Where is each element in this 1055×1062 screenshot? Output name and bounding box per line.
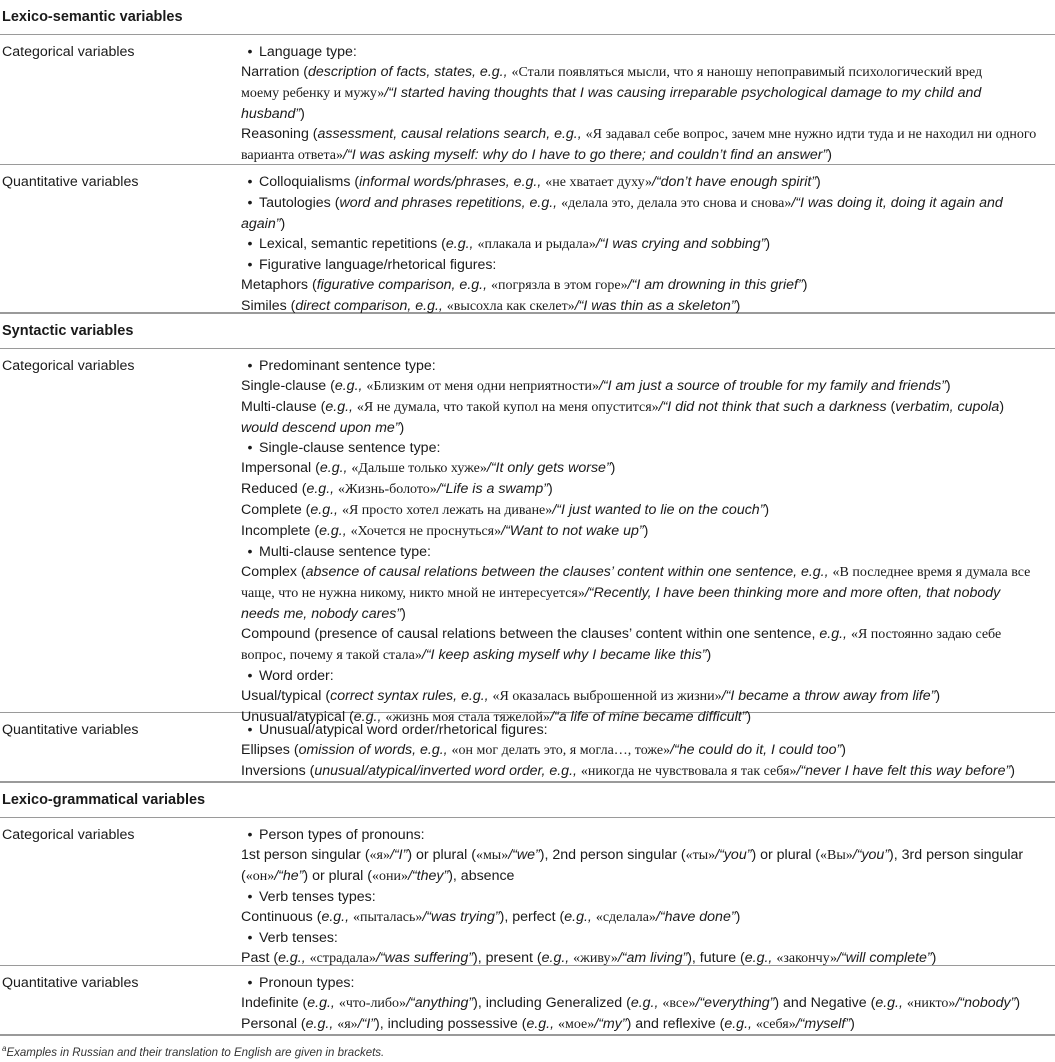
plain-text: Complex ( <box>241 564 306 580</box>
plain-text: Predominant sentence type: <box>259 358 436 374</box>
italic-text: /“I just wanted to lie on the couch” <box>552 502 765 518</box>
italic-text: e.g., <box>321 909 354 925</box>
row-content <box>241 349 1055 725</box>
italic-text: /“you” <box>715 847 752 863</box>
plain-text: Unusual/atypical word order/rhetorical figures: <box>259 722 548 738</box>
plain-text: Impersonal ( <box>241 460 320 476</box>
bullet-icon: • <box>247 668 253 684</box>
russian-example: «никогда не чувствовала я так себя» <box>580 764 797 779</box>
plain-text: ) <box>802 277 808 293</box>
text-line <box>241 562 1053 583</box>
plain-text: ) <box>931 950 937 966</box>
bullet-item <box>241 720 1053 740</box>
plain-text: Inversions ( <box>241 763 315 779</box>
plain-text: Metaphors ( <box>241 277 317 293</box>
row-content <box>241 713 1055 781</box>
russian-example: «Стали появляться мысли, что я наношу непоправимый психологический вред <box>511 65 983 80</box>
italic-text: correct syntax rules, e.g., <box>330 688 493 704</box>
plain-text: ) <box>945 378 951 394</box>
italic-text: e.g., <box>319 460 352 476</box>
italic-text: /“Want to not wake up” <box>501 523 644 539</box>
italic-text: informal words/phrases, e.g., <box>359 174 546 190</box>
section-heading: Lexico-grammatical variables <box>0 782 1055 818</box>
table-row <box>0 713 1055 782</box>
plain-text: ), perfect ( <box>499 909 565 925</box>
plain-text: Person types of pronouns: <box>259 827 425 843</box>
plain-text: ), including Generalized ( <box>473 995 631 1011</box>
row-label: Categorical variables <box>2 44 135 60</box>
italic-text: description of facts, states, e.g., <box>308 64 512 80</box>
text-line <box>241 686 1053 707</box>
italic-text: e.g., <box>325 399 357 415</box>
plain-text: ) and Negative ( <box>774 995 876 1011</box>
russian-example: «высохла как скелет» <box>446 299 575 314</box>
text-line <box>241 1014 1053 1035</box>
text-line <box>241 83 1053 104</box>
plain-text: ) <box>547 481 553 497</box>
italic-text: /“I keep asking myself why I became like this” <box>421 647 707 663</box>
russian-example: «он» <box>245 869 275 884</box>
russian-example: «все» <box>662 996 696 1011</box>
bullet-icon: • <box>247 722 253 738</box>
italic-text: e.g., <box>445 236 478 252</box>
plain-text: Colloquialisms ( <box>259 174 360 190</box>
italic-text: would descend upon me” <box>241 420 400 436</box>
russian-example: моему ребенку и мужу» <box>241 86 385 101</box>
bullet-icon: • <box>247 257 253 273</box>
bullet-item <box>241 193 1053 214</box>
plain-text: ) <box>401 606 406 622</box>
italic-text: /“we” <box>508 847 540 863</box>
italic-text: e.g., <box>724 1016 756 1032</box>
plain-text: Indefinite ( <box>241 995 308 1011</box>
italic-text: /“will complete” <box>837 950 932 966</box>
plain-text: ) or plural ( <box>303 868 372 884</box>
plain-text: ), 3rd person singular <box>889 847 1024 863</box>
footnote-text: Examples in Russian and their translation to English are given in brackets. <box>6 1046 385 1059</box>
table-row <box>0 349 1055 725</box>
russian-example: «я» <box>369 848 390 863</box>
italic-text: e.g., <box>306 481 339 497</box>
row-content <box>241 966 1055 1034</box>
russian-example: «живу» <box>573 951 618 966</box>
plain-text: 1st person singular ( <box>241 847 370 863</box>
russian-example: «пыталась» <box>353 910 423 925</box>
italic-text: /“nobody” <box>955 995 1016 1011</box>
bullet-icon: • <box>247 236 253 252</box>
russian-example: «они» <box>372 869 408 884</box>
italic-text: word and phrases repetitions, e.g., <box>339 195 562 211</box>
italic-text: /“I became a throw away from life” <box>721 688 936 704</box>
italic-text: /“a life of mine became difficult” <box>550 709 747 725</box>
russian-example: «что-либо» <box>338 996 407 1011</box>
italic-text: /“he could do it, I could too” <box>670 742 842 758</box>
italic-text: /“I was asking myself: why do I have to go there; and couldn’t find an answer” <box>343 147 828 163</box>
bullet-item <box>241 42 1053 62</box>
bullet-item <box>241 172 1053 193</box>
text-line <box>241 62 1053 83</box>
italic-text: /“you” <box>852 847 890 863</box>
footnote-marker: a <box>2 1044 7 1053</box>
plain-text: Verb tenses types: <box>259 889 376 905</box>
italic-text: e.g., <box>334 378 367 394</box>
text-line <box>241 624 1053 645</box>
russian-example: «я» <box>337 1017 358 1032</box>
plain-text: Usual/typical ( <box>241 688 331 704</box>
plain-text: ), absence <box>448 868 515 884</box>
plain-text: ) <box>610 460 616 476</box>
plain-text: Single-clause sentence type: <box>259 440 441 456</box>
bullet-icon: • <box>247 440 253 456</box>
row-content <box>241 818 1055 965</box>
russian-example: «сделала» <box>595 910 656 925</box>
russian-example: «погрязла в этом горе» <box>490 278 628 293</box>
italic-text: /“Life is a swamp” <box>436 481 548 497</box>
plain-text: ), future ( <box>687 950 745 966</box>
bullet-icon: • <box>247 544 253 560</box>
row-label: Categorical variables <box>2 827 135 843</box>
bullet-item <box>241 825 1053 845</box>
section-heading: Syntactic variables <box>0 313 1055 349</box>
plain-text: Narration ( <box>241 64 309 80</box>
bullet-icon: • <box>247 975 253 991</box>
italic-text: e.g., <box>630 995 663 1011</box>
bullet-item <box>241 234 1053 255</box>
plain-text: ) <box>735 909 741 925</box>
russian-example: «жизнь моя стала тяжелой» <box>385 710 551 725</box>
bullet-item <box>241 928 1053 948</box>
plain-text: Single-clause ( <box>241 378 335 394</box>
italic-text: assessment, causal relations search, e.g., <box>317 126 586 142</box>
table-row <box>0 35 1055 165</box>
text-line <box>241 275 1053 296</box>
russian-example: «Жизнь-болото» <box>338 482 437 497</box>
text-line <box>241 845 1053 866</box>
italic-text: /“myself” <box>795 1016 851 1032</box>
plain-text: Verb tenses: <box>259 930 338 946</box>
text-line <box>241 761 1053 782</box>
plain-text: ) <box>746 709 752 725</box>
plain-text: ), including possessive ( <box>375 1016 527 1032</box>
plain-text: Incomplete ( <box>241 523 320 539</box>
bullet-item <box>241 973 1053 993</box>
italic-text: /“I started having thoughts that I was causing irreparable psychological damage to my child and <box>384 85 982 101</box>
italic-text: e.g., <box>526 1016 558 1032</box>
plain-text: Similes ( <box>241 298 296 314</box>
plain-text: ) <box>827 147 832 163</box>
russian-example: «Близким от меня одни неприятности» <box>366 379 599 394</box>
table-row <box>0 966 1055 1035</box>
italic-text: /“am living” <box>617 950 688 966</box>
text-line <box>241 500 1053 521</box>
italic-text: e.g., <box>875 995 907 1011</box>
plain-text: ( <box>241 868 246 884</box>
italic-text: e.g., <box>353 709 386 725</box>
italic-text: e.g., <box>319 523 351 539</box>
plain-text: Tautologies ( <box>259 195 340 211</box>
bullet-item <box>241 887 1053 907</box>
plain-text: Multi-clause sentence type: <box>259 544 431 560</box>
italic-text: /“Recently, I have been thinking more and more often, that nobody <box>584 585 1001 601</box>
bullet-item <box>241 438 1053 458</box>
text-line <box>241 214 1053 234</box>
bullet-item <box>241 542 1053 562</box>
italic-text: e.g., <box>541 950 574 966</box>
plain-text: ) <box>1010 763 1015 779</box>
russian-example: «Вы» <box>820 848 853 863</box>
text-line <box>241 397 1053 418</box>
russian-example: «закончу» <box>776 951 838 966</box>
italic-text: omission of words, e.g., <box>298 742 452 758</box>
plain-text: ) <box>850 1016 855 1032</box>
russian-example: «Я оказалась выброшенной из жизни» <box>492 689 722 704</box>
italic-text: /“I” <box>357 1016 376 1032</box>
russian-example: «ты» <box>685 848 716 863</box>
italic-text: /“never I have felt this way before” <box>796 763 1011 779</box>
italic-text: /“I was crying and sobbing” <box>595 236 766 252</box>
text-line <box>241 145 1053 166</box>
russian-example: «Я задавал себе вопрос, зачем мне нужно идти туда и не находил ни одного <box>585 127 1037 142</box>
russian-example: «мое» <box>558 1017 595 1032</box>
italic-text: /“I did not think that such a darkness <box>658 399 891 415</box>
italic-text: absence of causal relations between the clauses’ content within one sentence, e.g., <box>305 564 833 580</box>
text-line <box>241 907 1053 928</box>
text-line <box>241 645 1053 666</box>
italic-text: unusual/atypical/inverted word order, e.g., <box>314 763 581 779</box>
italic-text: /“It only gets worse” <box>486 460 611 476</box>
italic-text: /“I am drowning in this grief” <box>627 277 803 293</box>
russian-example: «Дальше только хуже» <box>351 461 487 476</box>
russian-example: «Я постоянно задаю себе <box>850 627 1002 642</box>
russian-example: чаще, что не нужна никому, никто мной не интересуется» <box>241 586 585 601</box>
table-row <box>0 165 1055 313</box>
italic-text: again” <box>241 216 281 232</box>
russian-example: «делала это, делала это снова и снова» <box>561 196 792 211</box>
russian-example: «В последнее время я думала все <box>832 565 1031 580</box>
plain-text: Continuous ( <box>241 909 322 925</box>
text-line <box>241 583 1053 604</box>
plain-text: ) <box>841 742 846 758</box>
russian-example: «не хватает духу» <box>545 175 652 190</box>
italic-text: /“he” <box>274 868 304 884</box>
italic-text: /“don’t have enough spirit” <box>652 174 817 190</box>
russian-example: вопрос, почему я такой стала» <box>241 648 422 663</box>
plain-text: Past ( <box>241 950 279 966</box>
plain-text: Ellipses ( <box>241 742 299 758</box>
plain-text: ) and reflexive ( <box>626 1016 725 1032</box>
plain-text: ), present ( <box>473 950 542 966</box>
plain-text: Lexical, semantic repetitions ( <box>259 236 446 252</box>
russian-example: «плакала и рыдала» <box>477 237 596 252</box>
russian-example: «Я просто хотел лежать на диване» <box>341 503 553 518</box>
italic-text: direct comparison, e.g., <box>295 298 447 314</box>
plain-text: Unusual/atypical ( <box>241 709 354 725</box>
row-label: Quantitative variables <box>2 975 139 991</box>
plain-text: ( <box>890 399 896 415</box>
bullet-icon: • <box>247 827 253 843</box>
plain-text: Multi-clause ( <box>241 399 326 415</box>
text-line <box>241 104 1053 124</box>
russian-example: «никто» <box>906 996 956 1011</box>
russian-example: варианта ответа» <box>241 148 344 163</box>
italic-text: /“I was thin as a skeleton” <box>574 298 736 314</box>
italic-text: /“anything” <box>406 995 474 1011</box>
plain-text: ) <box>935 688 941 704</box>
italic-text: e.g., <box>307 995 339 1011</box>
bullet-item <box>241 255 1053 275</box>
text-line <box>241 993 1053 1014</box>
text-line <box>241 376 1053 397</box>
italic-text: husband” <box>241 106 301 122</box>
russian-example: «мы» <box>475 848 509 863</box>
italic-text: verbatim, cupola <box>895 399 1000 415</box>
plain-text: Compound (presence of causal relations between the clauses’ content within one sentence, <box>241 626 820 642</box>
italic-text: e.g., <box>744 950 777 966</box>
italic-text: e.g., <box>310 502 342 518</box>
plain-text: Figurative language/rhetorical figures: <box>259 257 497 273</box>
bullet-icon: • <box>247 889 253 905</box>
bullet-item <box>241 666 1053 686</box>
russian-example: «страдала» <box>309 951 377 966</box>
italic-text: e.g., <box>564 909 596 925</box>
plain-text: ) <box>764 502 770 518</box>
plain-text: ) <box>735 298 741 314</box>
italic-text: /“everything” <box>695 995 775 1011</box>
russian-example: «Я не думала, что такой купол на меня опустится» <box>356 400 659 415</box>
plain-text: ) <box>1015 995 1021 1011</box>
plain-text: Word order: <box>259 668 334 684</box>
text-line <box>241 604 1053 624</box>
plain-text: ) <box>816 174 821 190</box>
plain-text: ) <box>999 399 1005 415</box>
bullet-icon: • <box>247 44 253 60</box>
russian-example: «Хочется не проснуться» <box>350 524 502 539</box>
plain-text: ) <box>280 216 286 232</box>
table-row <box>0 818 1055 966</box>
plain-text: ) or plural ( <box>407 847 476 863</box>
russian-example: «он мог делать это, я могла…, тоже» <box>451 743 671 758</box>
text-line <box>241 458 1053 479</box>
plain-text: Reduced ( <box>241 481 307 497</box>
italic-text: e.g., <box>819 626 851 642</box>
section-heading: Lexico-semantic variables <box>0 0 1055 35</box>
plain-text: ) <box>300 106 305 122</box>
bullet-icon: • <box>247 930 253 946</box>
plain-text: Personal ( <box>241 1016 306 1032</box>
text-line <box>241 479 1053 500</box>
table-footnote <box>0 1035 1055 1059</box>
italic-text: /“have done” <box>655 909 736 925</box>
plain-text: Complete ( <box>241 502 311 518</box>
text-line <box>241 296 1053 317</box>
italic-text: /“was trying” <box>422 909 500 925</box>
row-label: Quantitative variables <box>2 722 139 738</box>
plain-text: ) <box>706 647 712 663</box>
italic-text: /“I am just a source of trouble for my family and friends” <box>598 378 946 394</box>
text-line <box>241 124 1053 145</box>
italic-text: /“I was doing it, doing it again and <box>791 195 1003 211</box>
bullet-icon: • <box>247 195 253 211</box>
italic-text: e.g., <box>305 1016 338 1032</box>
plain-text: ) or plural ( <box>751 847 821 863</box>
italic-text: needs me, nobody cares” <box>241 606 402 622</box>
text-line <box>241 740 1053 761</box>
plain-text: ) <box>643 523 649 539</box>
row-content <box>241 35 1055 164</box>
italic-text: /“my” <box>594 1016 627 1032</box>
italic-text: /“was suffering” <box>376 950 473 966</box>
russian-example: «себя» <box>755 1017 796 1032</box>
plain-text: Pronoun types: <box>259 975 355 991</box>
bullet-icon: • <box>247 174 253 190</box>
bullet-icon: • <box>247 358 253 374</box>
italic-text: /“they” <box>407 868 449 884</box>
bullet-item <box>241 356 1053 376</box>
plain-text: Language type: <box>259 44 357 60</box>
italic-text: figurative comparison, e.g., <box>316 277 491 293</box>
plain-text: ) <box>765 236 771 252</box>
plain-text: ) <box>399 420 405 436</box>
text-line <box>241 418 1053 438</box>
plain-text: Reasoning ( <box>241 126 318 142</box>
row-label: Quantitative variables <box>2 174 139 190</box>
row-content <box>241 165 1055 312</box>
plain-text: ), 2nd person singular ( <box>539 847 686 863</box>
text-line <box>241 866 1053 887</box>
italic-text: e.g., <box>278 950 310 966</box>
row-label: Categorical variables <box>2 358 135 374</box>
italic-text: /“I” <box>390 847 408 863</box>
text-line <box>241 521 1053 542</box>
